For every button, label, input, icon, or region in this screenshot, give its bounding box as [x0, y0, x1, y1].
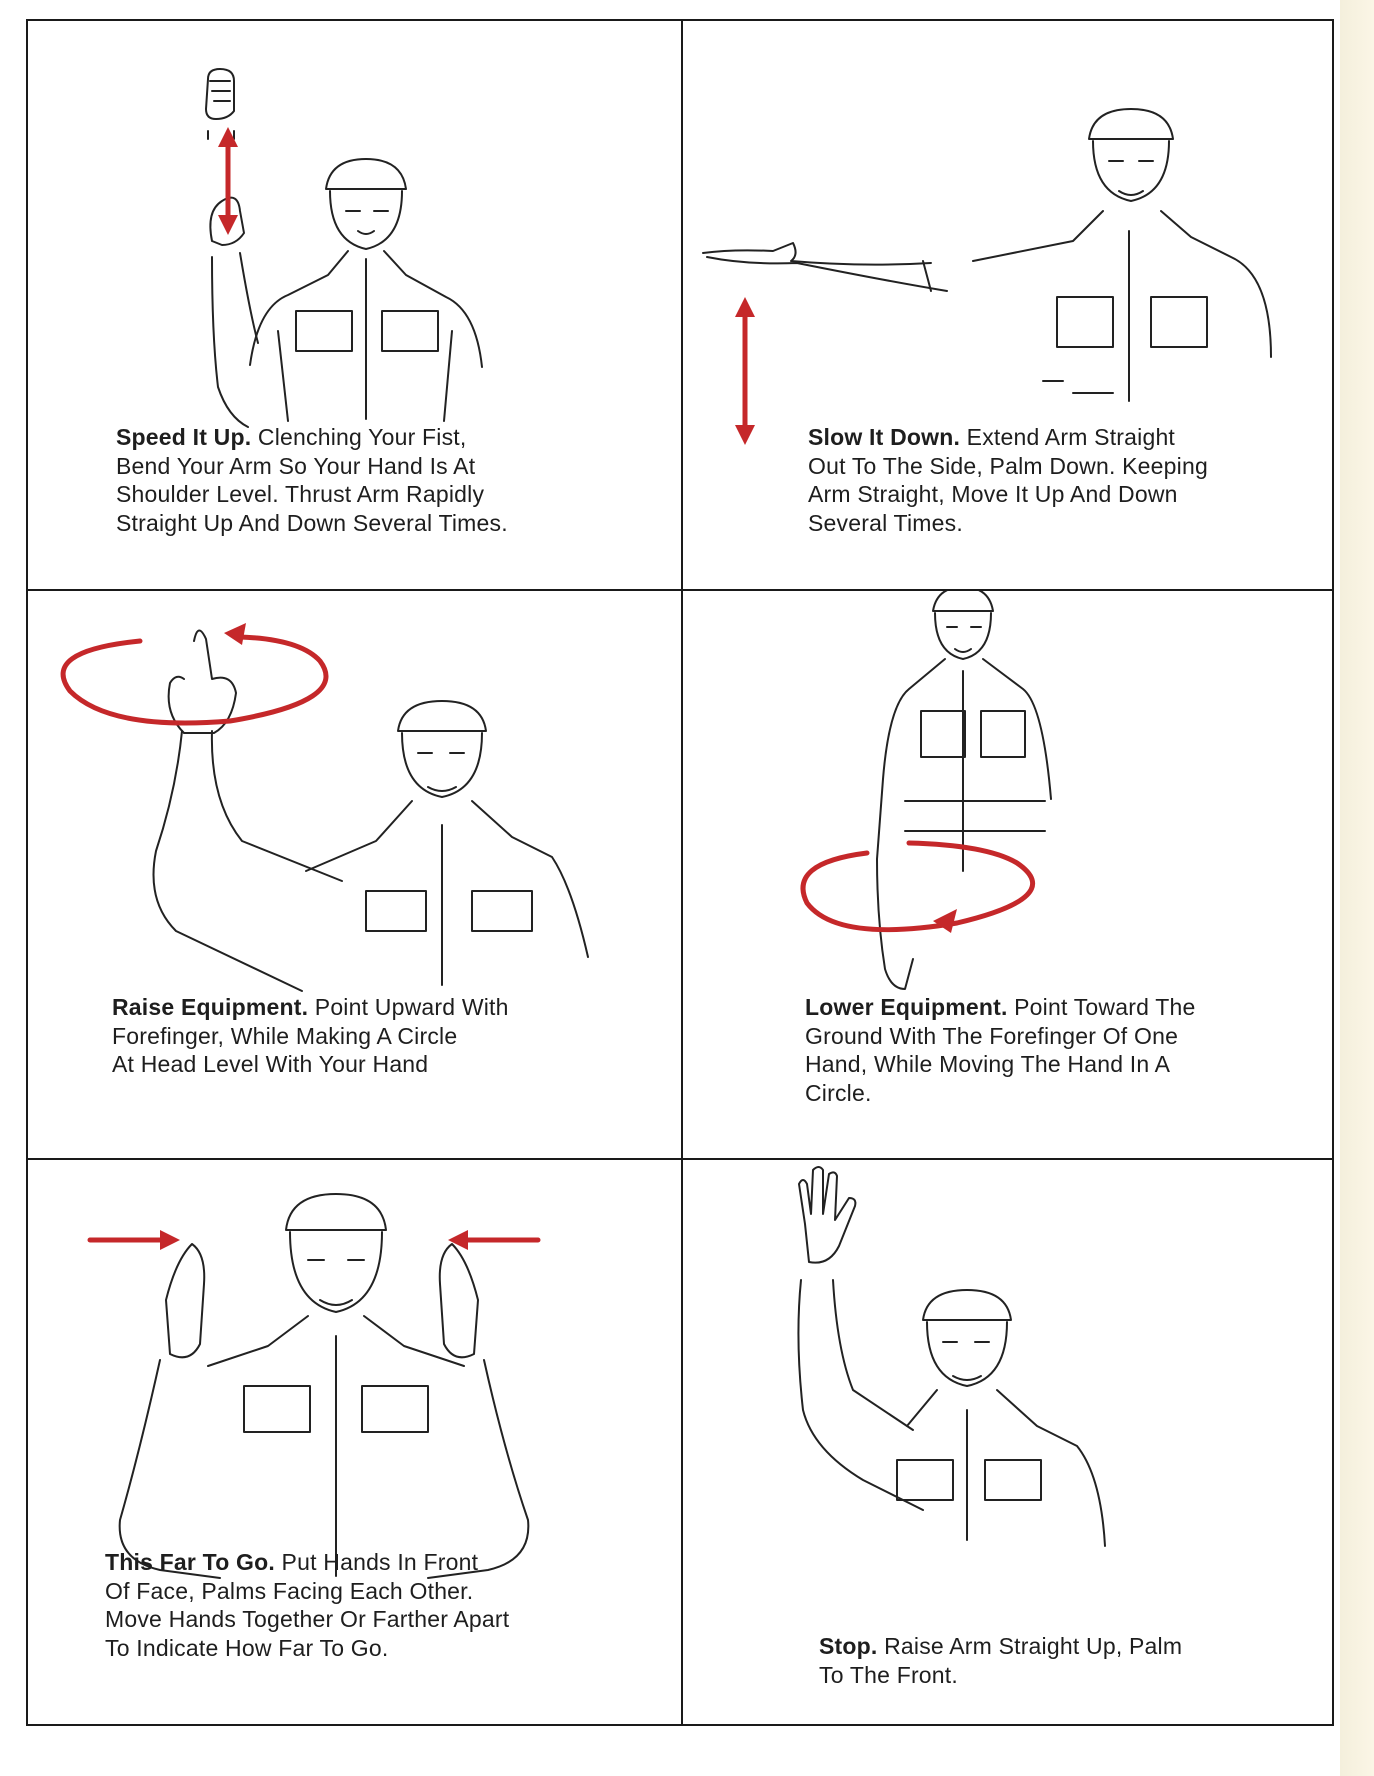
panel-lower-equipment	[683, 591, 1334, 1158]
caption-this-far-to-go	[105, 1548, 509, 1662]
caption-title: Raise Equipment.	[112, 994, 309, 1020]
caption-text: Point Toward The Ground With The Forefinger Of One Hand, While Moving The Hand In A Circle.	[805, 994, 1196, 1106]
caption-title: Speed It Up.	[116, 424, 252, 450]
caption-text: Point Upward With Forefinger, While Making A Circle At Head Level With Your Hand	[112, 994, 509, 1077]
caption-text: Put Hands In Front Of Face, Palms Facing Each Other. Move Hands Together Or Farther Apart To Indicate How Far To Go.	[105, 1549, 510, 1661]
caption-speed-it-up	[116, 423, 508, 537]
caption-stop	[819, 1632, 1182, 1689]
caption-title: Lower Equipment.	[805, 994, 1008, 1020]
panel-this-far-to-go	[28, 1160, 681, 1726]
caption-text: Extend Arm Straight Out To The Side, Palm Down. Keeping Arm Straight, Move It Up And Down Several Times.	[808, 424, 1208, 536]
panel-raise-equipment	[28, 591, 681, 1158]
caption-raise-equipment	[112, 993, 509, 1079]
caption-text: Clenching Your Fist, Bend Your Arm So Your Hand Is At Shoulder Level. Thrust Arm Rapidly Straight Up And Down Several Times.	[116, 424, 508, 536]
page-edge	[1340, 0, 1374, 1776]
panel-slow-it-down	[683, 21, 1334, 589]
caption-lower-equipment	[805, 993, 1196, 1107]
caption-title: Slow It Down.	[808, 424, 961, 450]
caption-text: Raise Arm Straight Up, Palm To The Front.	[819, 1633, 1183, 1688]
hand-signals-grid	[26, 19, 1334, 1726]
panel-stop	[683, 1160, 1334, 1726]
panel-speed-it-up	[28, 21, 681, 589]
caption-title: Stop.	[819, 1633, 878, 1659]
caption-slow-it-down	[808, 423, 1208, 537]
caption-title: This Far To Go.	[105, 1549, 275, 1575]
